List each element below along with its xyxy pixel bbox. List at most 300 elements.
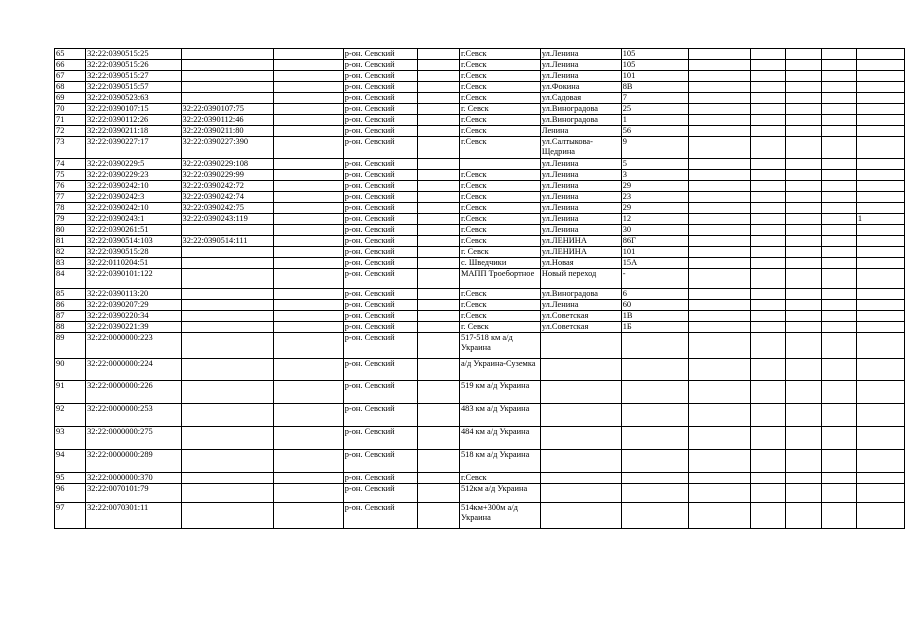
column-4-cell [274,484,344,503]
cadastral-number-cell: 32:22:0390207:29 [86,300,181,311]
street-cell: ул.Советская [540,322,621,333]
column-12-cell [786,289,822,300]
column-4-cell [274,93,344,104]
street-cell [540,333,621,359]
column-10-cell [688,192,750,203]
locality-cell: г.Севск [459,49,540,60]
column-6-cell [417,104,459,115]
cadastral-number-cell: 32:22:0000000:253 [86,404,181,427]
column-4-cell [274,49,344,60]
district-cell: р-он. Севский [343,427,417,450]
house-number-cell [621,333,688,359]
column-13-cell [821,258,856,269]
district-cell: р-он. Севский [343,311,417,322]
column-12-cell [786,427,822,450]
column-14-cell [856,333,904,359]
column-11-cell [751,159,786,170]
table-row [55,289,905,300]
column-4-cell [274,322,344,333]
column-10-cell [688,225,750,236]
column-6-cell [417,311,459,322]
district-cell: р-он. Севский [343,322,417,333]
street-cell: ул.Ленина [540,214,621,225]
cadastral-number-2-cell [181,71,274,82]
district-cell: р-он. Севский [343,49,417,60]
table-row [55,333,905,359]
locality-cell: г.Севск [459,192,540,203]
column-11-cell [751,322,786,333]
column-12-cell [786,322,822,333]
street-cell: ул.Ленина [540,170,621,181]
column-6-cell [417,503,459,529]
table-row [55,450,905,473]
cadastral-number-cell: 32:22:0390229:5 [86,159,181,170]
cadastral-number-cell: 32:22:0390113:20 [86,289,181,300]
table-row [55,214,905,225]
column-11-cell [751,359,786,381]
column-4-cell [274,192,344,203]
cadastral-number-cell: 32:22:0390514:103 [86,236,181,247]
street-cell: ул.Новая [540,258,621,269]
column-6-cell [417,181,459,192]
cadastral-number-2-cell: 32:22:0390211:80 [181,126,274,137]
district-cell: р-он. Севский [343,484,417,503]
locality-cell: г.Севск [459,203,540,214]
column-4-cell [274,300,344,311]
column-11-cell [751,82,786,93]
house-number-cell: 101 [621,71,688,82]
cadastral-number-cell: 32:22:0390242:10 [86,203,181,214]
column-10-cell [688,427,750,450]
locality-cell: г. Севск [459,322,540,333]
column-4-cell [274,104,344,115]
table-row [55,300,905,311]
house-number-cell: 8В [621,82,688,93]
column-6-cell [417,322,459,333]
district-cell: р-он. Севский [343,203,417,214]
column-13-cell [821,203,856,214]
column-10-cell [688,60,750,71]
column-6-cell [417,236,459,247]
locality-cell: г.Севск [459,300,540,311]
street-cell: Новый переход [540,269,621,289]
street-cell: ул.Виноградова [540,289,621,300]
column-11-cell [751,333,786,359]
column-12-cell [786,170,822,181]
house-number-cell: 5 [621,159,688,170]
cadastral-number-2-cell: 32:22:0390229:99 [181,170,274,181]
house-number-cell: 56 [621,126,688,137]
column-13-cell [821,214,856,225]
column-13-cell [821,473,856,484]
column-11-cell [751,404,786,427]
column-14-cell [856,258,904,269]
cadastral-number-2-cell: 32:22:0390227:390 [181,137,274,159]
column-11-cell [751,192,786,203]
column-13-cell [821,503,856,529]
column-6-cell [417,203,459,214]
house-number-cell: 9 [621,137,688,159]
street-cell [540,503,621,529]
column-10-cell [688,93,750,104]
house-number-cell [621,427,688,450]
street-cell: ул.Ленина [540,203,621,214]
table-row [55,126,905,137]
column-14-cell [856,49,904,60]
house-number-cell [621,503,688,529]
cadastral-number-2-cell [181,427,274,450]
column-4-cell [274,473,344,484]
cadastral-number-cell: 32:22:0390227:17 [86,137,181,159]
column-6-cell [417,404,459,427]
column-13-cell [821,236,856,247]
district-cell: р-он. Севский [343,247,417,258]
row-number-cell: 85 [55,289,86,300]
street-cell [540,381,621,404]
column-11-cell [751,427,786,450]
column-14-cell [856,311,904,322]
column-4-cell [274,159,344,170]
house-number-cell [621,404,688,427]
cadastral-number-cell: 32:22:0000000:226 [86,381,181,404]
column-14-cell [856,427,904,450]
row-number-cell: 93 [55,427,86,450]
house-number-cell: 105 [621,49,688,60]
column-13-cell [821,181,856,192]
district-cell: р-он. Севский [343,60,417,71]
table-row [55,381,905,404]
cadastral-number-2-cell [181,450,274,473]
locality-cell: г.Севск [459,289,540,300]
column-6-cell [417,247,459,258]
cadastral-number-2-cell: 32:22:0390242:72 [181,181,274,192]
table-row [55,427,905,450]
cadastral-number-2-cell [181,473,274,484]
locality-cell: а/д Украина-Суземка [459,359,540,381]
column-11-cell [751,49,786,60]
house-number-cell [621,381,688,404]
table-row [55,473,905,484]
row-number-cell: 73 [55,137,86,159]
table-row [55,82,905,93]
column-12-cell [786,93,822,104]
district-cell: р-он. Севский [343,236,417,247]
column-12-cell [786,247,822,258]
column-14-cell [856,104,904,115]
column-14-cell [856,450,904,473]
column-14-cell [856,170,904,181]
column-10-cell [688,214,750,225]
row-number-cell: 88 [55,322,86,333]
column-6-cell [417,300,459,311]
column-14-cell [856,159,904,170]
column-11-cell [751,450,786,473]
column-13-cell [821,269,856,289]
cadastral-number-2-cell: 32:22:0390243:119 [181,214,274,225]
column-11-cell [751,247,786,258]
column-6-cell [417,159,459,170]
column-11-cell [751,71,786,82]
locality-cell: г. Севск [459,247,540,258]
house-number-cell: 101 [621,247,688,258]
column-10-cell [688,359,750,381]
column-10-cell [688,170,750,181]
column-10-cell [688,450,750,473]
column-11-cell [751,473,786,484]
cadastral-number-cell: 32:22:0390261:51 [86,225,181,236]
column-13-cell [821,289,856,300]
locality-cell: г.Севск [459,126,540,137]
cadastral-number-cell: 32:22:0390515:26 [86,60,181,71]
locality-cell [459,159,540,170]
column-12-cell [786,60,822,71]
column-14-cell [856,503,904,529]
house-number-cell: - [621,269,688,289]
column-6-cell [417,450,459,473]
locality-cell: 483 км а/д Украина [459,404,540,427]
column-4-cell [274,269,344,289]
column-14-cell [856,381,904,404]
table-row [55,104,905,115]
column-12-cell [786,503,822,529]
column-12-cell [786,82,822,93]
district-cell: р-он. Севский [343,225,417,236]
column-12-cell [786,333,822,359]
row-number-cell: 90 [55,359,86,381]
column-6-cell [417,214,459,225]
locality-cell: с. Шведчики [459,258,540,269]
column-14-cell [856,203,904,214]
column-10-cell [688,49,750,60]
column-13-cell [821,60,856,71]
district-cell: р-он. Севский [343,170,417,181]
column-6-cell [417,269,459,289]
table-row [55,322,905,333]
column-10-cell [688,159,750,170]
locality-cell: г.Севск [459,137,540,159]
column-14-cell [856,484,904,503]
column-4-cell [274,71,344,82]
column-11-cell [751,311,786,322]
district-cell: р-он. Севский [343,126,417,137]
row-number-cell: 78 [55,203,86,214]
column-6-cell [417,484,459,503]
column-11-cell [751,225,786,236]
cadastral-number-2-cell [181,247,274,258]
row-number-cell: 89 [55,333,86,359]
cadastral-number-cell: 32:22:0390112:26 [86,115,181,126]
column-12-cell [786,137,822,159]
row-number-cell: 97 [55,503,86,529]
table-row [55,60,905,71]
house-number-cell: 25 [621,104,688,115]
row-number-cell: 96 [55,484,86,503]
cadastral-number-cell: 32:22:0000000:275 [86,427,181,450]
column-11-cell [751,236,786,247]
column-13-cell [821,333,856,359]
column-4-cell [274,60,344,71]
row-number-cell: 87 [55,311,86,322]
column-10-cell [688,484,750,503]
column-10-cell [688,381,750,404]
column-10-cell [688,137,750,159]
house-number-cell: 29 [621,181,688,192]
column-12-cell [786,311,822,322]
column-6-cell [417,359,459,381]
cadastral-number-cell: 32:22:0390523:63 [86,93,181,104]
table-row [55,225,905,236]
row-number-cell: 69 [55,93,86,104]
street-cell: ул.Ленина [540,225,621,236]
column-14-cell [856,359,904,381]
column-13-cell [821,484,856,503]
cadastral-number-cell: 32:22:0390515:28 [86,247,181,258]
street-cell: ул.Садовая [540,93,621,104]
cadastral-number-cell: 32:22:0390101:122 [86,269,181,289]
column-4-cell [274,225,344,236]
house-number-cell: 12 [621,214,688,225]
table-row [55,404,905,427]
locality-cell: г.Севск [459,181,540,192]
column-12-cell [786,381,822,404]
column-10-cell [688,300,750,311]
street-cell: Ленина [540,126,621,137]
district-cell: р-он. Севский [343,333,417,359]
column-10-cell [688,181,750,192]
street-cell: ул.Советская [540,311,621,322]
column-12-cell [786,450,822,473]
district-cell: р-он. Севский [343,137,417,159]
district-cell: р-он. Севский [343,503,417,529]
street-cell [540,359,621,381]
row-number-cell: 71 [55,115,86,126]
column-4-cell [274,236,344,247]
column-11-cell [751,203,786,214]
cadastral-number-2-cell [181,484,274,503]
house-number-cell: 23 [621,192,688,203]
row-number-cell: 65 [55,49,86,60]
column-6-cell [417,49,459,60]
column-12-cell [786,203,822,214]
column-12-cell [786,104,822,115]
table-row [55,311,905,322]
column-13-cell [821,311,856,322]
row-number-cell: 76 [55,181,86,192]
house-number-cell [621,359,688,381]
column-4-cell [274,311,344,322]
street-cell: ул.Ленина [540,60,621,71]
table-row [55,181,905,192]
street-cell: ул.ЛЕНИНА [540,236,621,247]
column-10-cell [688,333,750,359]
house-number-cell [621,450,688,473]
cadastral-number-2-cell [181,49,274,60]
street-cell: ул.Виноградова [540,104,621,115]
locality-cell: г.Севск [459,225,540,236]
cadastral-number-cell: 32:22:0070301:11 [86,503,181,529]
column-11-cell [751,381,786,404]
column-6-cell [417,473,459,484]
row-number-cell: 94 [55,450,86,473]
column-12-cell [786,225,822,236]
row-number-cell: 70 [55,104,86,115]
cadastral-number-2-cell [181,269,274,289]
column-13-cell [821,427,856,450]
row-number-cell: 79 [55,214,86,225]
column-13-cell [821,137,856,159]
street-cell: ул.ЛЕНИНА [540,247,621,258]
column-14-cell [856,473,904,484]
column-6-cell [417,60,459,71]
column-14-cell [856,404,904,427]
column-13-cell [821,71,856,82]
cadastral-number-cell: 32:22:0390211:18 [86,126,181,137]
cadastral-number-cell: 32:22:0390242:10 [86,181,181,192]
column-12-cell [786,236,822,247]
column-6-cell [417,126,459,137]
column-11-cell [751,503,786,529]
row-number-cell: 74 [55,159,86,170]
cadastral-number-2-cell [181,381,274,404]
property-register-table [54,48,905,529]
cadastral-number-2-cell [181,503,274,529]
column-14-cell [856,300,904,311]
column-4-cell [274,258,344,269]
column-12-cell [786,126,822,137]
cadastral-number-cell: 32:22:0390515:25 [86,49,181,60]
street-cell: ул.Фокина [540,82,621,93]
row-number-cell: 66 [55,60,86,71]
cadastral-number-cell: 32:22:0390220:34 [86,311,181,322]
district-cell: р-он. Севский [343,82,417,93]
locality-cell: г.Севск [459,170,540,181]
column-11-cell [751,289,786,300]
cadastral-number-2-cell [181,322,274,333]
row-number-cell: 81 [55,236,86,247]
street-cell [540,484,621,503]
cadastral-number-2-cell [181,82,274,93]
column-6-cell [417,381,459,404]
column-14-cell [856,236,904,247]
cadastral-number-cell: 32:22:0000000:289 [86,450,181,473]
locality-cell: г.Севск [459,82,540,93]
locality-cell: 519 км а/д Украина [459,381,540,404]
row-number-cell: 83 [55,258,86,269]
row-number-cell: 77 [55,192,86,203]
street-cell: ул.Ленина [540,192,621,203]
cadastral-number-2-cell: 32:22:0390107:75 [181,104,274,115]
house-number-cell: 1В [621,311,688,322]
row-number-cell: 80 [55,225,86,236]
district-cell: р-он. Севский [343,181,417,192]
column-6-cell [417,333,459,359]
column-10-cell [688,322,750,333]
column-14-cell [856,115,904,126]
column-13-cell [821,115,856,126]
street-cell: ул.Ленина [540,49,621,60]
column-14-cell [856,60,904,71]
table-row [55,192,905,203]
table-row [55,359,905,381]
house-number-cell [621,484,688,503]
house-number-cell: 86Г [621,236,688,247]
house-number-cell: 6 [621,289,688,300]
column-14-cell [856,225,904,236]
column-12-cell [786,115,822,126]
cadastral-number-cell: 32:22:0390229:23 [86,170,181,181]
cadastral-number-2-cell [181,359,274,381]
district-cell: р-он. Севский [343,104,417,115]
